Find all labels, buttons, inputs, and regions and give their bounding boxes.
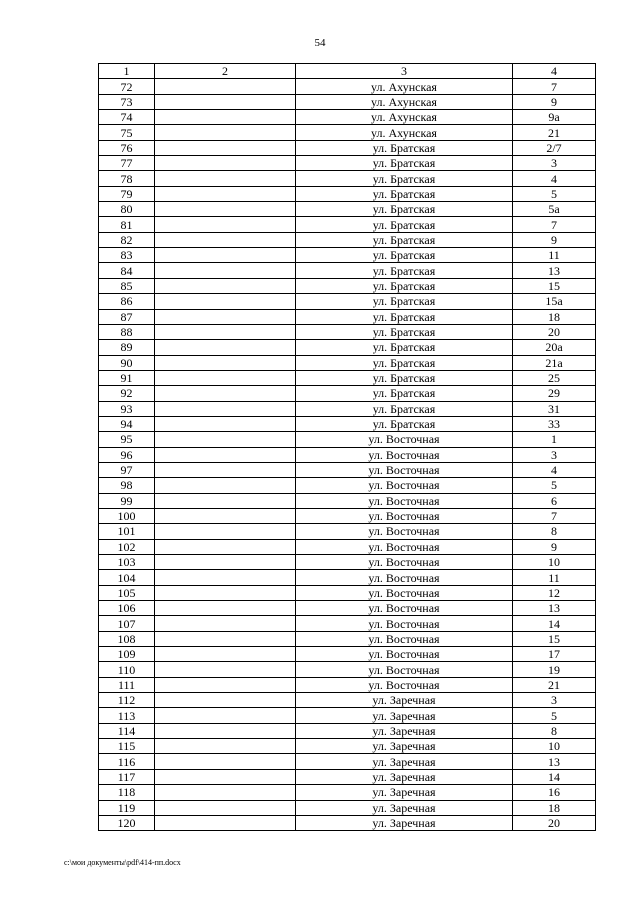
house-number-cell: 33: [513, 416, 596, 431]
house-number-cell: 10: [513, 555, 596, 570]
row-number-cell: 79: [99, 186, 155, 201]
house-number-cell: 5: [513, 186, 596, 201]
row-number-cell: 111: [99, 677, 155, 692]
empty-cell: [155, 447, 296, 462]
row-number-cell: 116: [99, 754, 155, 769]
empty-cell: [155, 401, 296, 416]
table-row: [99, 631, 596, 646]
house-number-cell: 7: [513, 79, 596, 94]
street-cell: ул. Заречная: [296, 754, 513, 769]
house-number-cell: 19: [513, 662, 596, 677]
row-number-cell: 91: [99, 370, 155, 385]
table-row: [99, 478, 596, 493]
empty-cell: [155, 278, 296, 293]
row-number-cell: 92: [99, 386, 155, 401]
street-cell: ул. Ахунская: [296, 79, 513, 94]
empty-cell: [155, 217, 296, 232]
table-row: [99, 232, 596, 247]
row-number-cell: 112: [99, 693, 155, 708]
empty-cell: [155, 631, 296, 646]
empty-cell: [155, 478, 296, 493]
table-row: [99, 110, 596, 125]
street-cell: ул. Братская: [296, 416, 513, 431]
table-row: [99, 493, 596, 508]
row-number-cell: 119: [99, 800, 155, 815]
street-cell: ул. Заречная: [296, 800, 513, 815]
empty-cell: [155, 309, 296, 324]
empty-cell: [155, 539, 296, 554]
row-number-cell: 102: [99, 539, 155, 554]
street-cell: ул. Братская: [296, 386, 513, 401]
table-row: [99, 601, 596, 616]
empty-cell: [155, 493, 296, 508]
row-number-cell: 109: [99, 647, 155, 662]
row-number-cell: 113: [99, 708, 155, 723]
empty-cell: [155, 739, 296, 754]
table-row: [99, 263, 596, 278]
street-cell: ул. Заречная: [296, 815, 513, 830]
street-cell: ул. Восточная: [296, 662, 513, 677]
table-row: [99, 386, 596, 401]
empty-cell: [155, 524, 296, 539]
table-row: [99, 401, 596, 416]
empty-cell: [155, 785, 296, 800]
empty-cell: [155, 570, 296, 585]
house-number-cell: 14: [513, 769, 596, 784]
row-number-cell: 86: [99, 294, 155, 309]
street-cell: ул. Братская: [296, 278, 513, 293]
street-cell: ул. Восточная: [296, 631, 513, 646]
row-number-cell: 72: [99, 79, 155, 94]
street-cell: ул. Братская: [296, 202, 513, 217]
empty-cell: [155, 601, 296, 616]
house-number-cell: 6: [513, 493, 596, 508]
table-row: [99, 555, 596, 570]
house-number-cell: 7: [513, 217, 596, 232]
table-row: [99, 171, 596, 186]
street-cell: ул. Ахунская: [296, 125, 513, 140]
page-number: 54: [314, 37, 326, 49]
table-row: [99, 447, 596, 462]
empty-cell: [155, 125, 296, 140]
empty-cell: [155, 555, 296, 570]
street-cell: ул. Заречная: [296, 693, 513, 708]
street-cell: ул. Братская: [296, 263, 513, 278]
house-number-cell: 5: [513, 478, 596, 493]
empty-cell: [155, 171, 296, 186]
row-number-cell: 114: [99, 723, 155, 738]
street-cell: ул. Братская: [296, 324, 513, 339]
house-number-cell: 9: [513, 94, 596, 109]
row-number-cell: 90: [99, 355, 155, 370]
house-number-cell: 21а: [513, 355, 596, 370]
house-number-cell: 11: [513, 570, 596, 585]
street-cell: ул. Восточная: [296, 462, 513, 477]
table-row: [99, 324, 596, 339]
row-number-cell: 80: [99, 202, 155, 217]
table-row: [99, 785, 596, 800]
table-row: [99, 278, 596, 293]
table-row: [99, 355, 596, 370]
row-number-cell: 103: [99, 555, 155, 570]
house-number-cell: 16: [513, 785, 596, 800]
row-number-cell: 74: [99, 110, 155, 125]
street-cell: ул. Братская: [296, 232, 513, 247]
street-cell: ул. Братская: [296, 294, 513, 309]
street-cell: ул. Братская: [296, 156, 513, 171]
house-number-cell: 20а: [513, 340, 596, 355]
empty-cell: [155, 94, 296, 109]
empty-cell: [155, 769, 296, 784]
address-table: [98, 63, 596, 831]
table-row: [99, 94, 596, 109]
footer-file-path: c:\мои документы\pdf\414-пп.docx: [64, 858, 181, 867]
house-number-cell: 1: [513, 432, 596, 447]
house-number-cell: 8: [513, 524, 596, 539]
table-row: [99, 647, 596, 662]
house-number-cell: 9: [513, 539, 596, 554]
empty-cell: [155, 186, 296, 201]
table-row: [99, 432, 596, 447]
street-cell: ул. Восточная: [296, 677, 513, 692]
empty-cell: [155, 340, 296, 355]
empty-cell: [155, 585, 296, 600]
house-number-cell: 21: [513, 677, 596, 692]
table-row: [99, 186, 596, 201]
house-number-cell: 13: [513, 263, 596, 278]
table-row: [99, 585, 596, 600]
empty-cell: [155, 110, 296, 125]
row-number-cell: 99: [99, 493, 155, 508]
row-number-cell: 120: [99, 815, 155, 830]
row-number-cell: 97: [99, 462, 155, 477]
street-cell: ул. Братская: [296, 355, 513, 370]
row-number-cell: 115: [99, 739, 155, 754]
house-number-cell: 20: [513, 324, 596, 339]
row-number-cell: 108: [99, 631, 155, 646]
table-row: [99, 754, 596, 769]
house-number-cell: 3: [513, 447, 596, 462]
table-header-row: [99, 64, 596, 79]
street-cell: ул. Восточная: [296, 432, 513, 447]
table-row: [99, 294, 596, 309]
row-number-cell: 110: [99, 662, 155, 677]
table-row: [99, 815, 596, 830]
table-row: [99, 462, 596, 477]
table-row: [99, 125, 596, 140]
row-number-cell: 96: [99, 447, 155, 462]
house-number-cell: 13: [513, 754, 596, 769]
empty-cell: [155, 708, 296, 723]
street-cell: ул. Заречная: [296, 769, 513, 784]
row-number-cell: 85: [99, 278, 155, 293]
street-cell: ул. Восточная: [296, 493, 513, 508]
street-cell: ул. Братская: [296, 248, 513, 263]
row-number-cell: 88: [99, 324, 155, 339]
table-row: [99, 616, 596, 631]
row-number-cell: 87: [99, 309, 155, 324]
row-number-cell: 73: [99, 94, 155, 109]
table-row: [99, 662, 596, 677]
house-number-cell: 18: [513, 800, 596, 815]
house-number-cell: 15: [513, 631, 596, 646]
empty-cell: [155, 754, 296, 769]
house-number-cell: 12: [513, 585, 596, 600]
row-number-cell: 104: [99, 570, 155, 585]
empty-cell: [155, 248, 296, 263]
house-number-cell: 10: [513, 739, 596, 754]
house-number-cell: 20: [513, 815, 596, 830]
table-row: [99, 708, 596, 723]
street-cell: ул. Восточная: [296, 555, 513, 570]
row-number-cell: 94: [99, 416, 155, 431]
street-cell: ул. Заречная: [296, 708, 513, 723]
house-number-cell: 14: [513, 616, 596, 631]
street-cell: ул. Восточная: [296, 647, 513, 662]
street-cell: ул. Ахунская: [296, 94, 513, 109]
table-row: [99, 693, 596, 708]
row-number-cell: 75: [99, 125, 155, 140]
empty-cell: [155, 616, 296, 631]
house-number-cell: 8: [513, 723, 596, 738]
table-row: [99, 140, 596, 155]
street-cell: ул. Восточная: [296, 524, 513, 539]
empty-cell: [155, 324, 296, 339]
empty-cell: [155, 800, 296, 815]
row-number-cell: 93: [99, 401, 155, 416]
street-cell: ул. Ахунская: [296, 110, 513, 125]
house-number-cell: 15: [513, 278, 596, 293]
table-row: [99, 340, 596, 355]
house-number-cell: 31: [513, 401, 596, 416]
row-number-cell: 95: [99, 432, 155, 447]
house-number-cell: 7: [513, 508, 596, 523]
street-cell: ул. Братская: [296, 186, 513, 201]
empty-cell: [155, 508, 296, 523]
row-number-cell: 105: [99, 585, 155, 600]
empty-cell: [155, 432, 296, 447]
table-row: [99, 539, 596, 554]
row-number-cell: 83: [99, 248, 155, 263]
street-cell: ул. Братская: [296, 171, 513, 186]
house-number-cell: 21: [513, 125, 596, 140]
street-cell: ул. Братская: [296, 401, 513, 416]
row-number-cell: 78: [99, 171, 155, 186]
table-row: [99, 416, 596, 431]
table-row: [99, 508, 596, 523]
table-row: [99, 769, 596, 784]
street-cell: ул. Братская: [296, 217, 513, 232]
empty-cell: [155, 263, 296, 278]
house-number-cell: 4: [513, 462, 596, 477]
empty-cell: [155, 140, 296, 155]
row-number-cell: 117: [99, 769, 155, 784]
house-number-cell: 3: [513, 693, 596, 708]
house-number-cell: 29: [513, 386, 596, 401]
street-cell: ул. Заречная: [296, 739, 513, 754]
empty-cell: [155, 202, 296, 217]
house-number-cell: 18: [513, 309, 596, 324]
street-cell: ул. Заречная: [296, 785, 513, 800]
column-header: 1: [99, 64, 155, 79]
empty-cell: [155, 79, 296, 94]
table-row: [99, 739, 596, 754]
table-row: [99, 723, 596, 738]
row-number-cell: 84: [99, 263, 155, 278]
row-number-cell: 89: [99, 340, 155, 355]
street-cell: ул. Братская: [296, 340, 513, 355]
empty-cell: [155, 232, 296, 247]
table-row: [99, 202, 596, 217]
row-number-cell: 107: [99, 616, 155, 631]
street-cell: ул. Восточная: [296, 570, 513, 585]
row-number-cell: 76: [99, 140, 155, 155]
row-number-cell: 81: [99, 217, 155, 232]
table-row: [99, 677, 596, 692]
house-number-cell: 15а: [513, 294, 596, 309]
street-cell: ул. Восточная: [296, 585, 513, 600]
empty-cell: [155, 815, 296, 830]
house-number-cell: 4: [513, 171, 596, 186]
house-number-cell: 5: [513, 708, 596, 723]
street-cell: ул. Братская: [296, 370, 513, 385]
empty-cell: [155, 677, 296, 692]
table-body: [99, 79, 596, 831]
house-number-cell: 9а: [513, 110, 596, 125]
street-cell: ул. Братская: [296, 309, 513, 324]
table-row: [99, 800, 596, 815]
empty-cell: [155, 355, 296, 370]
row-number-cell: 82: [99, 232, 155, 247]
empty-cell: [155, 647, 296, 662]
empty-cell: [155, 294, 296, 309]
row-number-cell: 101: [99, 524, 155, 539]
street-cell: ул. Заречная: [296, 723, 513, 738]
column-header: 3: [296, 64, 513, 79]
street-cell: ул. Восточная: [296, 601, 513, 616]
column-header: 4: [513, 64, 596, 79]
table-row: [99, 79, 596, 94]
house-number-cell: 3: [513, 156, 596, 171]
street-cell: ул. Восточная: [296, 447, 513, 462]
table-row: [99, 524, 596, 539]
empty-cell: [155, 386, 296, 401]
row-number-cell: 77: [99, 156, 155, 171]
empty-cell: [155, 156, 296, 171]
column-header: 2: [155, 64, 296, 79]
house-number-cell: 11: [513, 248, 596, 263]
row-number-cell: 98: [99, 478, 155, 493]
street-cell: ул. Восточная: [296, 508, 513, 523]
house-number-cell: 2/7: [513, 140, 596, 155]
empty-cell: [155, 370, 296, 385]
street-cell: ул. Восточная: [296, 616, 513, 631]
table-row: [99, 156, 596, 171]
empty-cell: [155, 693, 296, 708]
house-number-cell: 5а: [513, 202, 596, 217]
table-row: [99, 309, 596, 324]
street-cell: ул. Восточная: [296, 539, 513, 554]
empty-cell: [155, 416, 296, 431]
street-cell: ул. Восточная: [296, 478, 513, 493]
house-number-cell: 13: [513, 601, 596, 616]
table-row: [99, 248, 596, 263]
row-number-cell: 100: [99, 508, 155, 523]
house-number-cell: 25: [513, 370, 596, 385]
house-number-cell: 17: [513, 647, 596, 662]
empty-cell: [155, 462, 296, 477]
row-number-cell: 118: [99, 785, 155, 800]
row-number-cell: 106: [99, 601, 155, 616]
house-number-cell: 9: [513, 232, 596, 247]
table-row: [99, 570, 596, 585]
street-cell: ул. Братская: [296, 140, 513, 155]
table-row: [99, 370, 596, 385]
empty-cell: [155, 662, 296, 677]
table-row: [99, 217, 596, 232]
empty-cell: [155, 723, 296, 738]
